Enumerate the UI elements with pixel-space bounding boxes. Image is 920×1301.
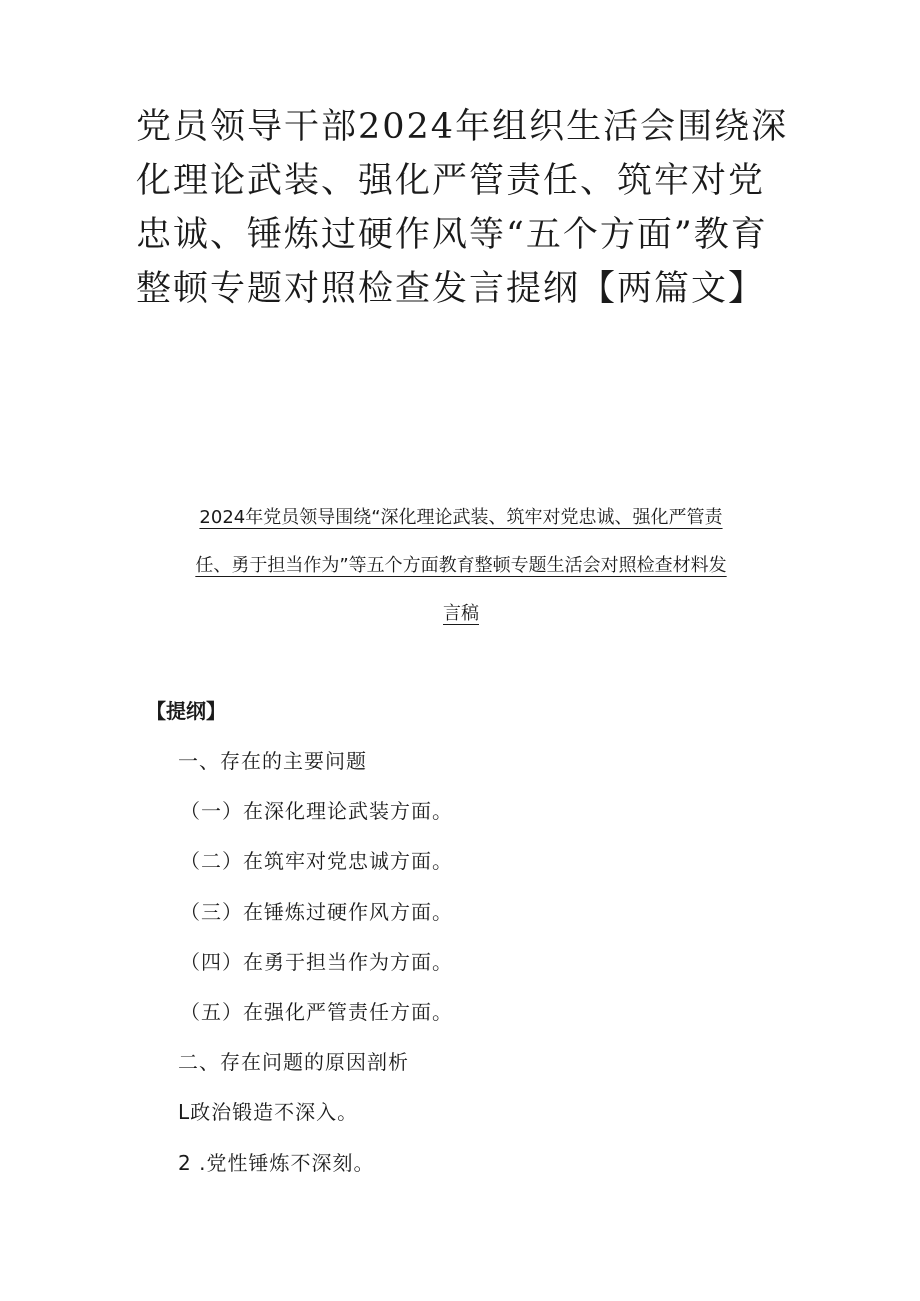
outline-item: （二）在筑牢对党忠诚方面。 (180, 849, 453, 874)
outline-list (178, 746, 453, 1198)
subtitle-line: 任、勇于担当作为”等五个方面教育整顿专题生活会对照检查材料发 (195, 555, 727, 576)
outline-section-heading: 二、存在问题的原因剖析 (178, 1050, 409, 1075)
outline-item: （三）在锤炼过硬作风方面。 (180, 899, 453, 924)
subtitle-line: 2024年党员领导围绕“深化理论武装、筑牢对党忠诚、强化严管责 (199, 507, 723, 528)
outline-item: （五）在强化严管责任方面。 (180, 999, 453, 1024)
outline-item: 2 .党性锤炼不深刻。 (178, 1150, 375, 1175)
outline-item: （四）在勇于担当作为方面。 (180, 949, 453, 974)
subtitle-line: 言稿 (443, 603, 479, 624)
outline-item: （一）在深化理论武装方面。 (180, 799, 453, 824)
outline-section-heading: 一、存在的主要问题 (178, 749, 367, 773)
speech-subtitle (155, 494, 767, 638)
document-title: 党员领导干部2024年组织生活会围绕深化理论武装、强化严管责任、筑牢对党忠诚、锤炼过硬作风等“五个方面”教育整顿专题对照检查发言提纲【两篇文】 (136, 107, 789, 309)
outline-item: L政治锻造不深入。 (178, 1100, 359, 1125)
outline-heading: 【提纲】 (146, 699, 226, 723)
